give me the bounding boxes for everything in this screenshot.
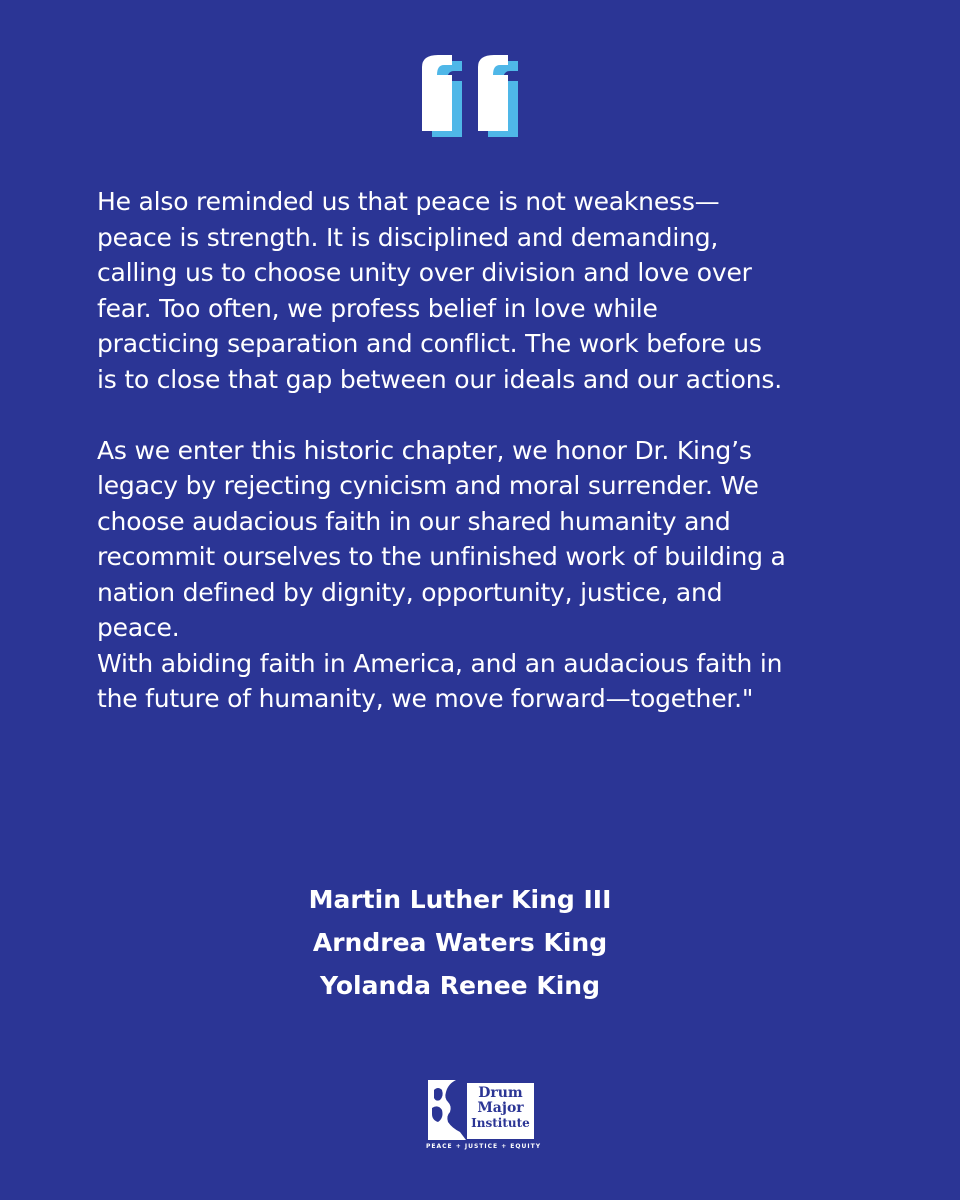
quote-line: peace. (97, 613, 180, 642)
logo-word: Institute (471, 1116, 530, 1130)
paragraph-gap (97, 397, 877, 433)
quote-line: peace is strength. It is disciplined and demanding, (97, 222, 719, 252)
quote-text (97, 184, 877, 717)
quote-line: the future of humanity, we move forward—together." (97, 684, 754, 713)
logo-word: Drum (478, 1085, 523, 1101)
quote-line: nation defined by dignity, opportunity, justice, and (97, 577, 723, 607)
quote-line: is to close that gap between our ideals and our actions. (97, 364, 782, 394)
quote-line: calling us to choose unity over division and love over (97, 258, 752, 287)
logo-word: Major (477, 1100, 524, 1116)
signature-name: Martin Luther King III (308, 885, 612, 914)
quote-line: choose audacious faith in our shared humanity and (97, 506, 731, 536)
quote-line: recommit ourselves to the unfinished work of building a (97, 542, 786, 571)
signature-name: Arndrea Waters King (312, 928, 608, 957)
quote-line: With abiding faith in America, and an audacious faith in (97, 648, 783, 678)
mlk-silhouette-icon (426, 1080, 468, 1140)
logo-wordmark (467, 1083, 534, 1139)
quote-line: fear. Too often, we profess belief in love while (97, 293, 658, 323)
drum-major-institute-logo (426, 1080, 542, 1152)
quote-line: legacy by rejecting cynicism and moral surrender. We (97, 471, 759, 500)
signature-name: Yolanda Renee King (320, 971, 600, 1000)
quote-line: As we enter this historic chapter, we honor Dr. King’s (97, 435, 752, 465)
quote-line: He also reminded us that peace is not weakness— (97, 187, 720, 216)
quotation-mark-icon (418, 55, 538, 145)
quote-line: practicing separation and conflict. The work before us (97, 329, 762, 358)
logo-tagline: PEACE + JUSTICE + EQUITY (426, 1143, 542, 1150)
signature-block (0, 878, 920, 1007)
